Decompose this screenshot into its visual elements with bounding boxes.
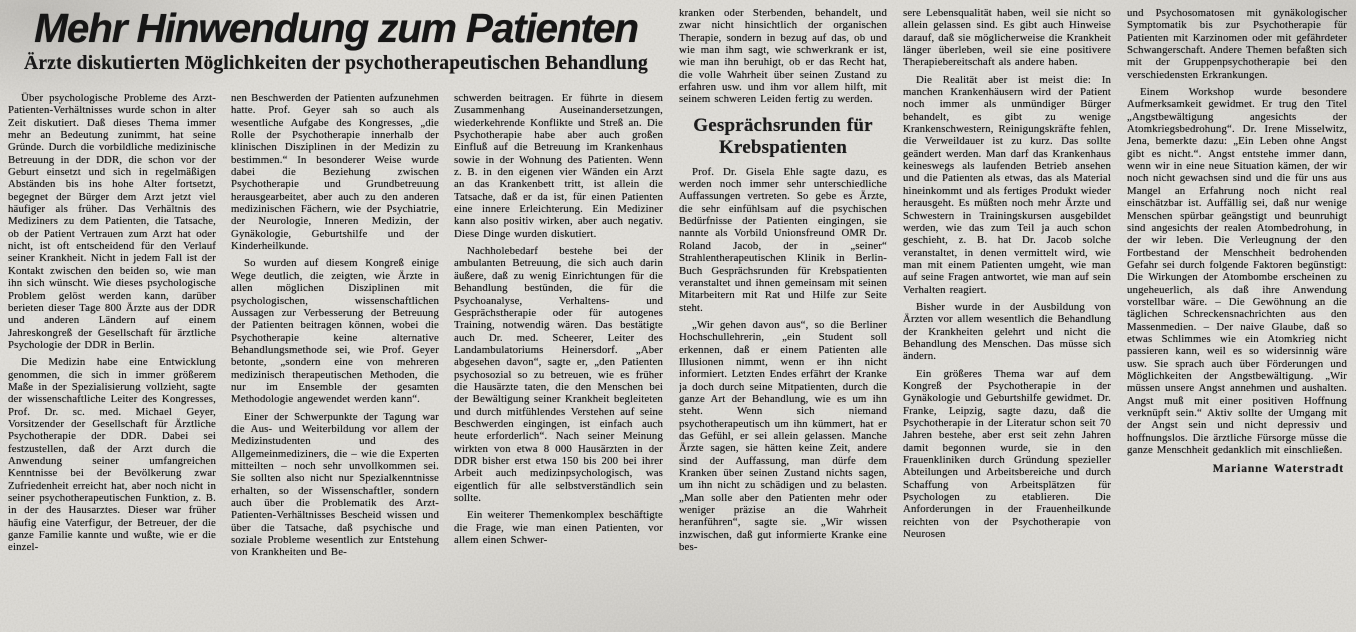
- article-paragraph: nen Beschwerden der Patienten aufzunehmen hatte. Prof. Geyer sah so auch als wesentliche Aufgabe des Kongresses, „die Rolle der Psychotherapie innerhalb der klinischen Disziplinen in der Medizin zu bestimmen.“ In besonderer Weise wurde dabei die Beziehung zwischen Psychotherapie und Grundbetreuung herausgearbeitet, aber auch zu den anderen medizinischen Fächern, wie der Psychiatrie, der Neurologie, Inneren Medizin, der Gynäkologie, Geburtshilfe und der Kinderheilkunde.: [231, 92, 439, 253]
- article-paragraph: Bisher wurde in der Ausbildung von Ärzten vor allem wesentlich die Behandlung der Krankheiten gelehrt und nicht die Behandlung des Menschen. Das müsse sich ändern.: [903, 300, 1111, 363]
- article-column-6: [1127, 7, 1347, 630]
- article-paragraph: kranken oder Sterbenden, behandelt, und zwar nicht hinsichtlich der organischen Therapie, sondern in bezug auf das, ob und wie man ihm sagt, wie schwerkrank er ist, wie man ihn beruhigt, ob er das Recht hat, die volle Wahrheit über seinen Zustand zu erfahren usw. und ihm vor allem hilft, mit seinem schweren Leiden fertig zu werden.: [679, 7, 887, 106]
- article-paragraph: Einer der Schwerpunkte der Tagung war die Aus- und Weiterbildung vor allem der Medizinstudenten und des Allgemeinmediziners, die – wie die Experten mitteilten – noch sehr unvollkommen sei. Sie sollten also nicht nur Spezialkenntnisse erhalten, so der Wissenschaftler, sondern auch über die Problematik des Arzt-Patienten-Verhältnisses Bescheid wissen und über die Tatsache, daß psychische und soziale Probleme wesentlich zur Entstehung von Krankheiten und Be-: [231, 410, 439, 559]
- section-heading: Gesprächsrunden für Krebspatienten: [693, 114, 873, 158]
- headline: Mehr Hinwendung zum Patienten: [34, 5, 638, 51]
- article-paragraph: Über psychologische Probleme des Arzt-Patienten-Verhältnisses wurde schon in alter Zeit diskutiert. Daß dieses Thema immer mehr an Bedeutung zunimmt, hat seine Gründe. Durch die vorbildliche medizinische Betreuung in der DDR, die schon vor der Geburt einsetzt und sich in regelmäßigen Abständen bis ins hohe Alter fortsetzt, begegnet der Bürger dem Arzt jetzt viel häufiger als früher. Das Verhältnis des Mediziners zu dem Patienten, die Tatsache, ob der Patient Vertrauen zum Arzt hat oder nicht, ist oft entscheidend für den Verlauf seiner Krankheit. Nicht in jedem Fall ist der Kontakt zwischen den beiden so, wie man ihn sich wünscht. Wie dieses psychologische Problem gelöst werden kann, darüber berieten dieser Tage 800 Ärzte aus der DDR und anderen Ländern auf einem Jahreskongreß der Gesellschaft für ärztliche Psychologie der DDR in Berlin.: [8, 92, 216, 351]
- article-column-4: [679, 7, 887, 630]
- article-paragraph: Ein größeres Thema war auf dem Kongreß der Psychotherapie in der Gynäkologie und Geburtshilfe gewidmet. Dr. Franke, Leipzig, sagte dazu, daß die Psychotherapie in der Literatur schon seit 70 Jahren bestehe, aber erst seit zehn Jahren damit begonnen wurde, sie in den Frauenkliniken durch Gründung spezieller Abteilungen und Arbeitsbereiche und durch Schaffung von Arbeitsplätzen für Psychologen zu etablieren. Die Anforderungen in der Frauenheilkunde reichten von der Psychotherapie von Neurosen: [903, 367, 1111, 541]
- masthead: [0, 0, 672, 90]
- article-column-5: [903, 7, 1111, 630]
- article-paragraph: So wurden auf diesem Kongreß einige Wege deutlich, die zeigten, wie Ärzte in allen möglichen Disziplinen mit psychologischen, wissenschaftlichen Aussagen zur Verbesserung der Betreuung der Patienten beitragen können, wobei die Psychotherapie keine alternative Behandlungsmethode sei, wie Prof. Geyer betonte, „sondern eine von mehreren medizinisch therapeutischen Methoden, die nur im Ensemble der gesamten Methodologie angewendet werden kann“.: [231, 257, 439, 406]
- article-paragraph: Die Medizin habe eine Entwicklung genommen, die sich in immer größerem Maße in der Spezialisierung vollzieht, sagte der wissenschaftliche Leiter des Kongresses, Prof. Dr. sc. med. Michael Geyer, Vorsitzender der Gesellschaft für Ärztliche Psychotherapie der DDR. Dabei sei festzustellen, daß der Arzt durch die Anwendung seiner umfangreichen Kenntnisse bei der Bevölkerung zwar Zufriedenheit erreicht hat, aber noch nicht in seiner psychotherapeutischen Funktion, z. B. in der des Hausarztes. Dieser war früher häufig eine Vaterfigur, der Betreuer, der die ganze Familie kannte und wußte, wie er die einzel-: [8, 356, 216, 554]
- subheadline: Ärzte diskutierten Möglichkeiten der psychotherapeutischen Behandlung: [24, 53, 648, 74]
- article-paragraph: Prof. Dr. Gisela Ehle sagte dazu, es werden noch immer sehr unterschiedliche Auffassungen vertreten. So gebe es Ärzte, die sehr einfühlsam auf die psychischen Bedürfnisse der Patienten eingingen, sie nannte als Vorbild Unionsfreund OMR Dr. Roland Jacob, der in „seiner“ Strahlentherapeutischen Klinik in Berlin-Buch Gesprächsrunden für Krebspatienten veranstaltet und ihnen gemeinsam mit seinen Mitarbeitern mit Rat und Hilfe zur Seite steht.: [679, 165, 887, 314]
- article-column-1: [8, 92, 216, 630]
- article-paragraph: Die Realität aber ist meist die: In manchen Krankenhäusern wird der Patient noch immer als unmündiger Bürger behandelt, es gibt zu wenige Krankenschwestern, Reinigungskräfte fehlen, die Verweildauer ist zu kurz. Das sollte geändert werden. Man darf das Krankenhaus keineswegs als laufenden Betrieb ansehen und die Patienten als etwas, das als Material hineinkommt und als fertiges Produkt wieder herausgeht. Es müßten noch mehr Ärzte und Schwestern in Trainingskursen ausgebildet werden, wie das zum Teil ja auch schon geschieht, z. B. hat Dr. Jacob solche veranstaltet, in denen vermittelt wird, wie man mit einem Patienten umgeht, wie man auf seine Fragen antwortet, wie man auf sein Verhalten reagiert.: [903, 73, 1111, 296]
- article-paragraph: Einem Workshop wurde besondere Aufmerksamkeit gewidmet. Er trug den Titel „Angstbewältigung angesichts der Atomkriegsbedrohung“. Dr. Irene Misselwitz, Jena, bemerkte dazu: „Ein Leben ohne Angst gibt es nicht.“. Angst entstehe immer dann, wenn wir in eine neue Situation kämen, der wir noch nicht gewachsen sind und die für uns aus Mangel an Erfahrung noch nicht real einschätzbar ist. Auffällig sei, daß nur wenige Menschen spürbar geängstigt und beunruhigt sind angesichts der realen Atombedrohung, in der wir leben. Die Verleugnung der den Fortbestand der Menschheit bedrohenden Gefahr sei durch folgende Faktoren begünstigt: Die Wirkungen der Atombombe erscheinen zu ungeheuerlich, als daß ihre Anwendung vorstellbar wäre. – Die Gewöhnung an die täglichen Schreckensnachrichten aus den Massenmedien. – Der naive Glaube, daß so etwas Schlimmes wie ein Atomkrieg nicht passieren kann, weil es so widersinnig wäre usw. Sie sprach auch über Förderungen und Möglichkeiten der Angstbewältigung. „Wir müssen unsere Angst annehmen und aushalten. Angst muß mit einer positiven Hoffnung verknüpft sein.“ Aktiv sollte der Umgang mit der Angst sein und nicht depressiv und hoffnungslos. Die ärztliche Fürsorge müsse die ganze Menschheit gedanklich mit einschließen.: [1127, 86, 1347, 457]
- article-paragraph: und Psychosomatosen mit gynäkologischer Symptomatik bis zur Psychotherapie für Patienten mit Karzinomen oder mit gefährdeter Schwangerschaft. Andere Themen befaßten sich mit der Gruppenpsychotherapie bei den verschiedensten Erkrankungen.: [1127, 7, 1347, 81]
- article-paragraph: sere Lebensqualität haben, weil sie nicht so allein gelassen sind. Es gibt auch Hinweise darauf, daß sie möglicherweise die Krankheit länger überleben, weil sie eine positivere Therapiebereitschaft als andere haben.: [903, 7, 1111, 69]
- article-column-3: [454, 92, 663, 630]
- article-column-2: [231, 92, 439, 630]
- article-paragraph: schwerden beitragen. Er führte in diesem Zusammenhang Auseinandersetzungen, wiederkehrende Konflikte und Streß an. Die Psychotherapie habe aber auch großen Einfluß auf die Betreuung im Krankenhaus sowie in der Wohnung des Patienten. Wenn z. B. in den eigenen vier Wänden ein Arzt an das Krankenbett tritt, ist allein die Tatsache, daß er da ist, für einen Patienten eine innere Erleichterung. Ein Mediziner kann also positiv wirken, aber auch negativ. Diese Dinge wurden diskutiert.: [454, 92, 663, 240]
- article-paragraph: Nachholebedarf bestehe bei der ambulanten Betreuung, die sich auch darin äußere, daß zu wenig Einrichtungen für die Behandlung bestünden, die für die Psychoanalyse, Verhaltens- und Gesprächstherapie oder für autogenes Training, notwendig wären. Das bestätigte auch Dr. med. Scheerer, Leiter des Landambulatoriums Heinersdorf. „Aber abgesehen davon“, sagte er, „den Patienten psychosozial so zu betreuen, wie es früher die Hausärzte taten, die den Menschen bei der Bewältigung seiner Krankheit begleiteten und durch mitfühlendes Verstehen auf seine Beschwerden eingingen, ist einfach auch heute erforderlich“. Nach seiner Meinung wirkten von etwa 8 000 Hausärzten in der DDR bisher erst etwa 150 bis 200 bei ihrer Arbeit auch medizinpsychologisch, was eigentlich für alle selbstverständlich sein sollte.: [454, 245, 663, 504]
- article-paragraph: Ein weiterer Themenkomplex beschäftigte die Frage, wie man einen Patienten, vor allem einen Schwer-: [454, 509, 663, 547]
- author-byline: Marianne Waterstradt: [1212, 463, 1344, 476]
- article-paragraph: „Wir gehen davon aus“, so die Berliner Hochschullehrerin, „ein Student soll erkennen, daß er einem Patienten alle Illusionen nimmt, wenn er ihn nicht informiert. Letzten Endes erfährt der Kranke ja doch durch seine Mitpatienten, durch die ganze Art der Behandlung, wie es um ihn steht. Wenn sich niemand psychotherapeutisch um ihn kümmert, hat er das Gefühl, er sei allein gelassen. Manche Ärzte sagen, sie hätten keine Zeit, andere sind der Auffassung, man dürfe dem Kranken über seinen Zustand nichts sagen, um ihn nicht zu schädigen und zu belasten. „Man solle aber den Patienten mehr oder weniger präzise an die Wahrheit heranführen“, sagte sie. „Wir wissen inzwischen, daß gut informierte Kranke eine bes-: [679, 318, 887, 554]
